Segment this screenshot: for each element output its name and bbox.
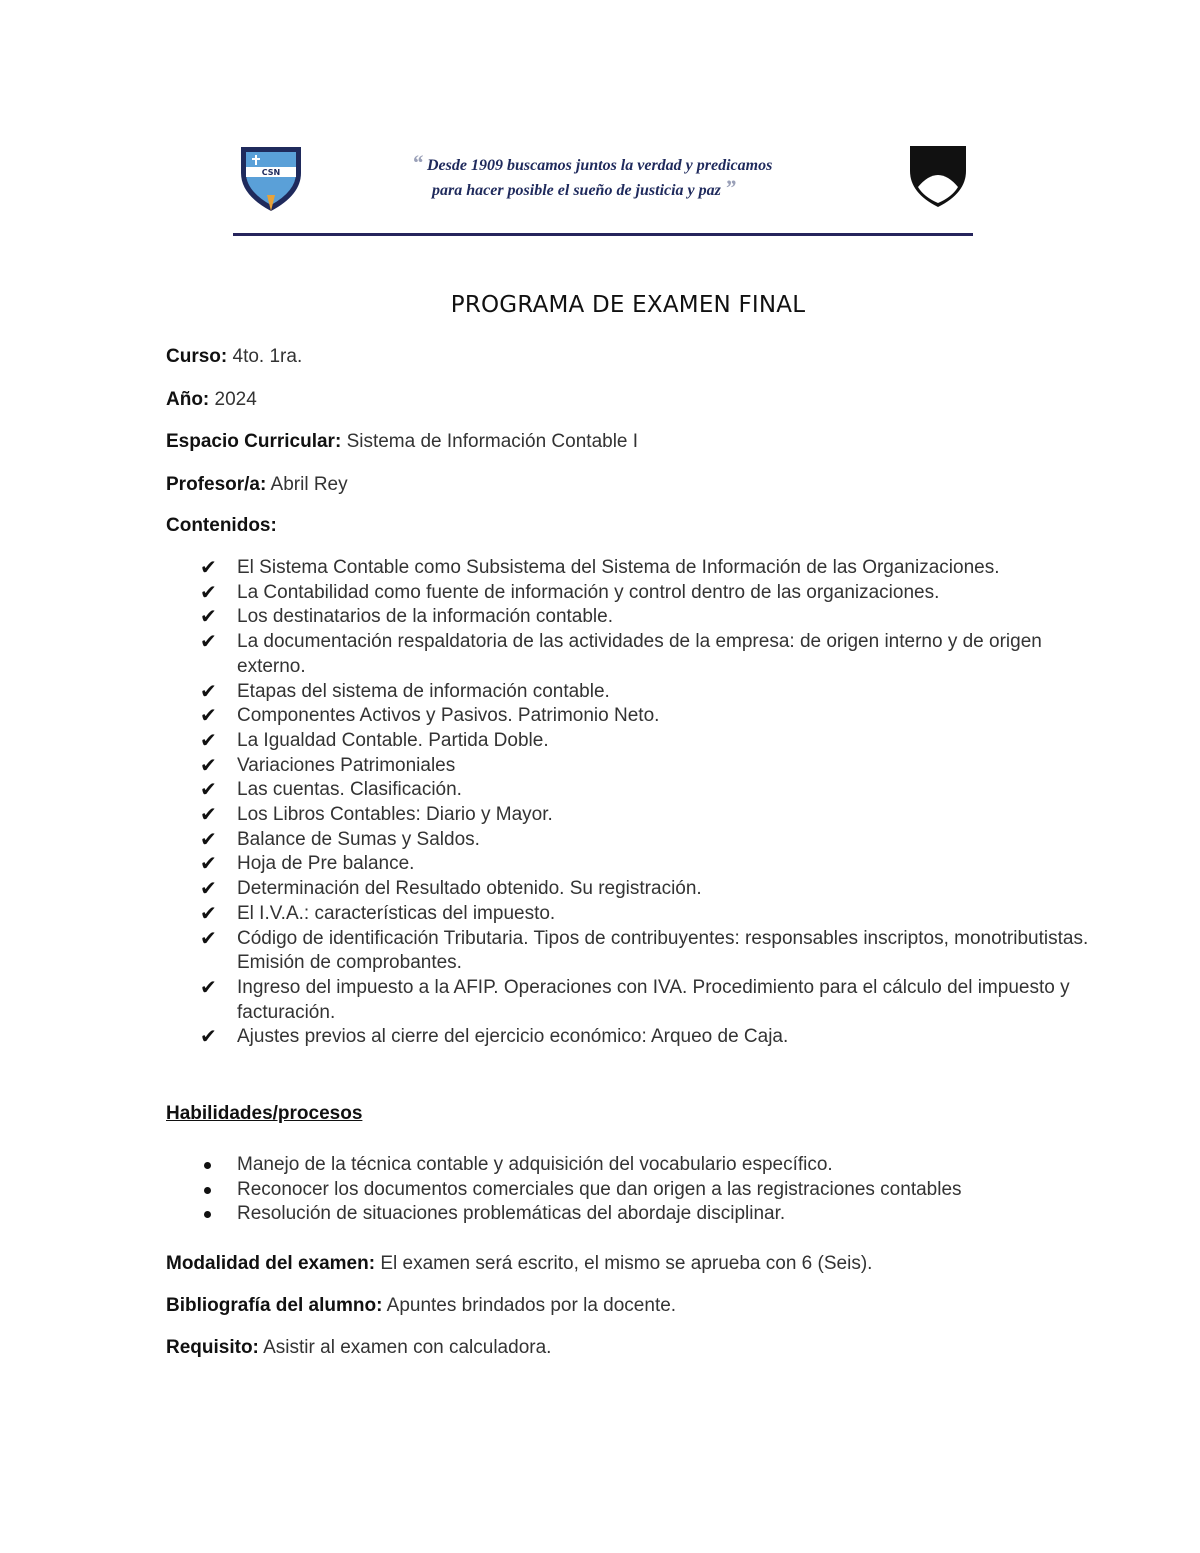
page-header [0, 0, 1200, 240]
bibliografia-field [166, 1295, 676, 1317]
bullet-icon [204, 1187, 211, 1194]
check-icon: ✔ [200, 976, 217, 999]
check-icon: ✔ [200, 729, 217, 752]
header-divider [233, 233, 973, 236]
check-icon: ✔ [200, 902, 217, 925]
page-title: PROGRAMA DE EXAMEN FINAL [450, 292, 806, 318]
profesor-field [166, 474, 348, 496]
requisito-value: Asistir al examen con calculadora. [263, 1337, 552, 1358]
list-item: ✔ Los destinatarios de la información contable. [200, 606, 614, 629]
bibliografia-value: Apuntes brindados por la docente. [386, 1295, 677, 1316]
check-icon: ✔ [200, 779, 217, 802]
list-item: ✔ Los Libros Contables: Diario y Mayor. [200, 804, 553, 827]
requisito-field [166, 1337, 551, 1359]
bullet-icon [204, 1211, 211, 1218]
contenidos-label: Contenidos: [166, 515, 277, 536]
curso-field [166, 346, 302, 368]
open-quote-icon: “ [412, 150, 423, 175]
contenidos-heading [166, 515, 277, 537]
espacio-curricular-value: Sistema de Información Contable I [346, 431, 639, 452]
modalidad-value: El examen será escrito, el mismo se aprueba con 6 (Seis). [380, 1253, 873, 1274]
check-icon: ✔ [200, 705, 217, 728]
modalidad-field [166, 1253, 872, 1275]
check-icon: ✔ [200, 927, 217, 950]
school-crest-logo [238, 143, 304, 213]
requisito-label: Requisito: [166, 1337, 259, 1358]
check-icon: ✔ [200, 557, 217, 579]
contenidos-list [200, 556, 1100, 1050]
close-quote-icon: ” [724, 175, 736, 200]
list-item: Manejo de la técnica contable y adquisición del vocabulario específico. [200, 1153, 1100, 1178]
list-item: ✔ Ajustes previos al cierre del ejercicio económico: Arqueo de Caja. [200, 1026, 789, 1049]
list-item: ✔ Componentes Activos y Pasivos. Patrimonio Neto. [200, 705, 660, 728]
habilidades-list [200, 1153, 1100, 1227]
curso-label: Curso: [166, 346, 228, 367]
list-item: ✔ Hoja de Pre balance. [200, 853, 415, 876]
check-icon: ✔ [200, 754, 217, 777]
shield-logo [908, 143, 968, 209]
list-item: Resolución de situaciones problemáticas del abordaje disciplinar. [200, 1202, 1100, 1227]
list-item: Reconocer los documentos comerciales que dan origen a las registraciones contables [200, 1178, 1100, 1203]
motto-line-1: Desde 1909 buscamos juntos la verdad y predicamos [427, 157, 773, 174]
espacio-curricular-field [166, 431, 638, 453]
list-item: ✔ El I.V.A.: características del impuesto. [200, 902, 556, 925]
check-icon: ✔ [200, 680, 217, 703]
profesor-value: Abril Rey [270, 474, 348, 495]
modalidad-label: Modalidad del examen: [166, 1253, 376, 1274]
list-item: ✔ Balance de Sumas y Saldos. [200, 828, 480, 851]
anio-field [166, 389, 257, 411]
list-item: ✔ Código de identificación Tributaria. Tipos de contribuyentes: responsables inscriptos, monotributistas. Emisión de comprobantes. [200, 927, 1089, 974]
anio-label: Año: [166, 389, 210, 410]
crest-initials: CSN [261, 168, 281, 177]
check-icon: ✔ [200, 581, 217, 604]
list-item: ✔ La Igualdad Contable. Partida Doble. [200, 729, 549, 752]
list-item: ✔ Las cuentas. Clasificación. [200, 779, 462, 802]
check-icon: ✔ [200, 631, 217, 654]
check-icon: ✔ [200, 606, 217, 629]
list-item: ✔ Ingreso del impuesto a la AFIP. Operaciones con IVA. Procedimiento para el cálculo del impuesto y facturación. [200, 976, 1070, 1023]
espacio-curricular-label: Espacio Curricular: [166, 431, 342, 452]
check-icon: ✔ [200, 853, 217, 876]
list-item: ✔ La documentación respaldatoria de las actividades de la empresa: de origen interno y de origen externo. [200, 631, 1042, 677]
list-item: ✔ Determinación del Resultado obtenido. Su registración. [200, 878, 702, 901]
motto-line-2: para hacer posible el sueño de justicia y paz [432, 182, 721, 199]
list-item: ✔ El Sistema Contable como Subsistema del Sistema de Información de las Organizaciones. [200, 557, 1000, 579]
school-motto [400, 152, 820, 202]
check-icon: ✔ [200, 804, 217, 827]
check-icon: ✔ [200, 1026, 217, 1049]
anio-value: 2024 [214, 389, 257, 410]
list-item: ✔ Variaciones Patrimoniales [200, 754, 456, 777]
profesor-label: Profesor/a: [166, 474, 267, 495]
bibliografia-label: Bibliografía del alumno: [166, 1295, 383, 1316]
check-icon: ✔ [200, 878, 217, 901]
list-item: ✔ Etapas del sistema de información contable. [200, 680, 610, 703]
curso-value: 4to. 1ra. [232, 346, 303, 367]
habilidades-heading: Habilidades/procesos [166, 1103, 363, 1124]
bullet-icon [204, 1162, 211, 1169]
list-item: ✔ La Contabilidad como fuente de información y control dentro de las organizaciones. [200, 581, 940, 604]
check-icon: ✔ [200, 828, 217, 851]
